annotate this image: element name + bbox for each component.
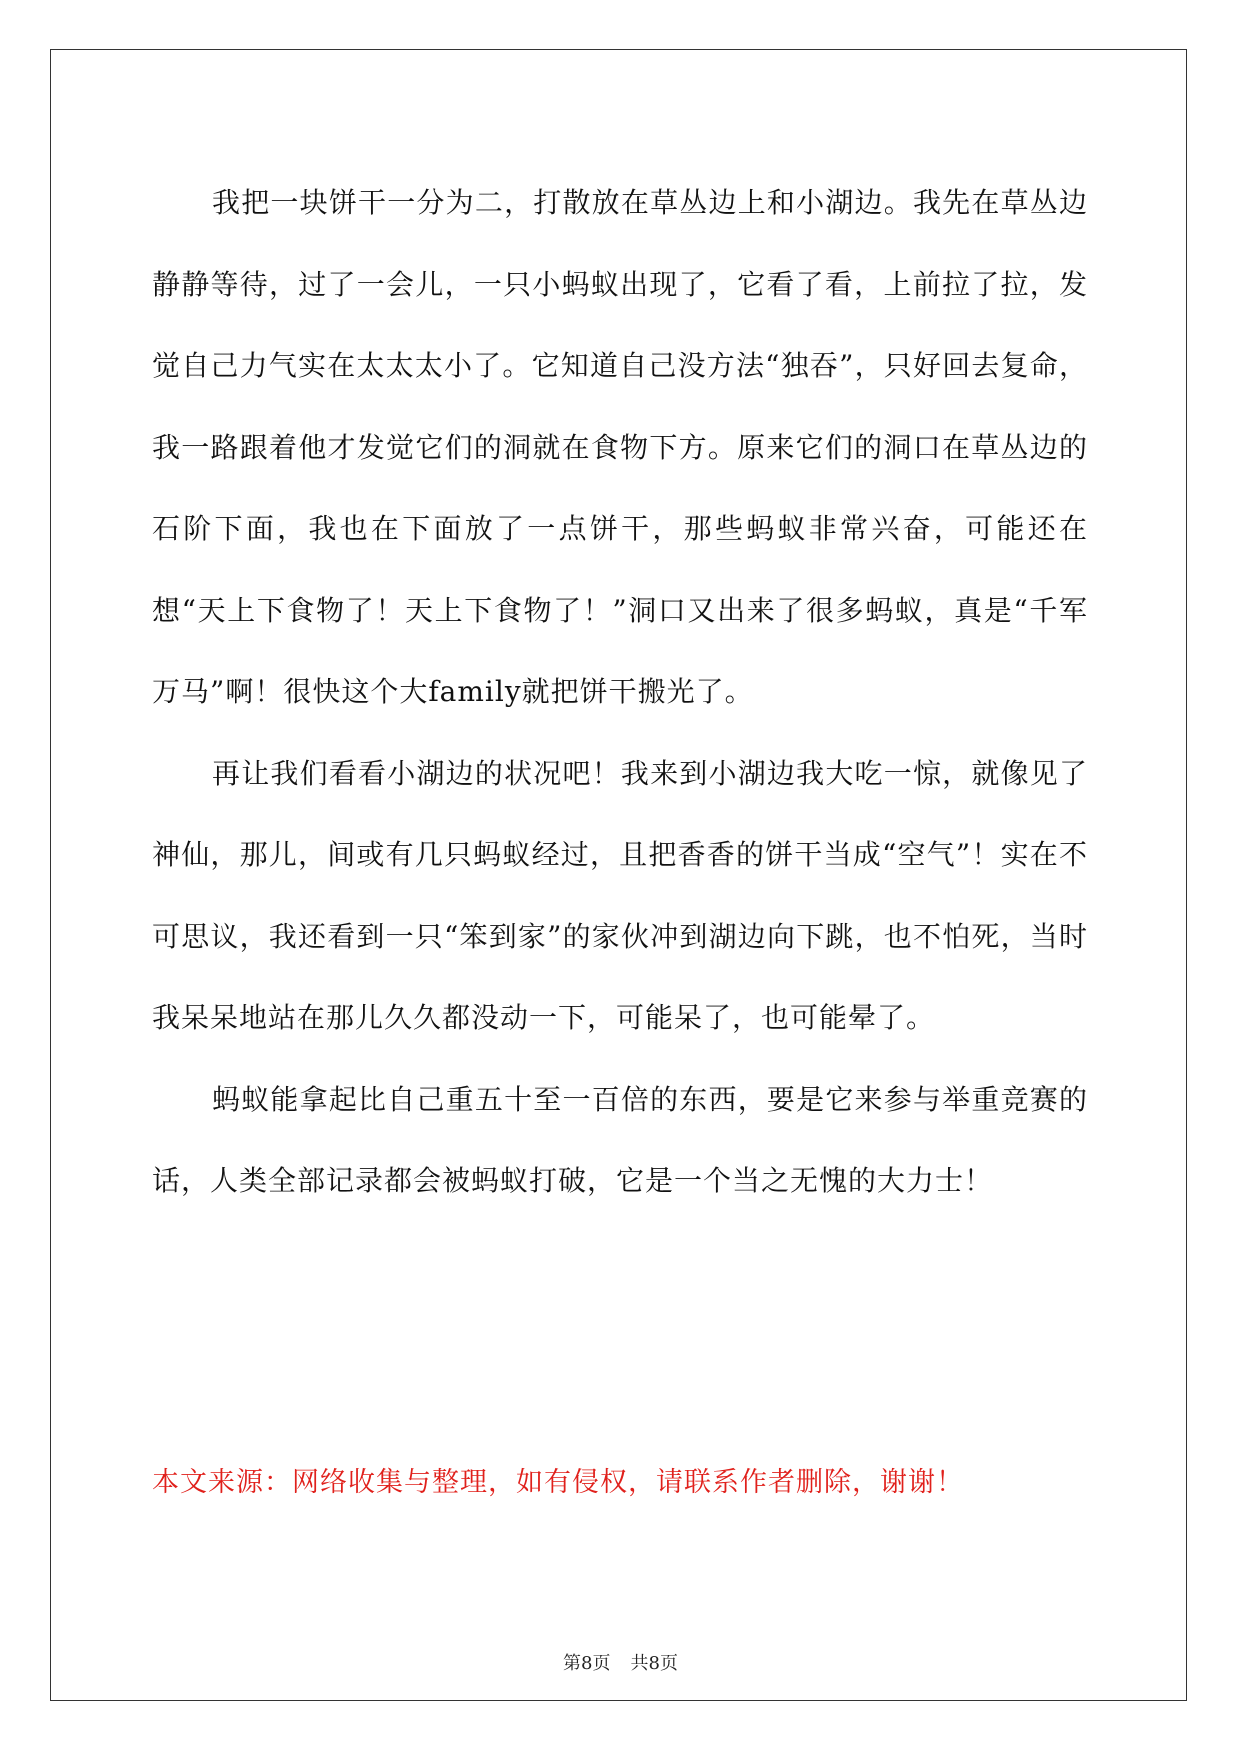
total-pages-label: 共8页	[630, 1653, 678, 1674]
page-footer	[0, 1652, 1241, 1676]
paragraph-1: 我把一块饼干一分为二，打散放在草丛边上和小湖边。我先在草丛边静静等待，过了一会儿，一只小蚂蚁出现了，它看了看，上前拉了拉，发觉自己力气实在太太太小了。它知道自己没方法“独吞”，只好回去复命，我一路跟着他才发觉它们的洞就在食物下方。原来它们的洞口在草丛边的石阶下面，我也在下面放了一点饼干，那些蚂蚁非常兴奋，可能还在想“天上下食物了！天上下食物了！”洞口又出来了很多蚂蚁，真是“千军万马”啊！很快这个大family就把饼干搬光了。	[152, 186, 1088, 708]
source-note: 本文来源：网络收集与整理，如有侵权，请联系作者删除，谢谢！	[152, 1467, 964, 1498]
paragraph-2: 再让我们看看小湖边的状况吧！我来到小湖边我大吃一惊，就像见了神仙，那儿，间或有几只蚂蚁经过，且把香香的饼干当成“空气”！实在不可思议，我还看到一只“笨到家”的家伙冲到湖边向下跳，也不怕死，当时我呆呆地站在那儿久久都没动一下，可能呆了，也可能晕了。	[152, 756, 1088, 1034]
current-page-label: 第8页	[563, 1653, 611, 1674]
paragraph-3: 蚂蚁能拿起比自己重五十至一百倍的东西，要是它来参与举重竞赛的话，人类全部记录都会被蚂蚁打破，它是一个当之无愧的大力士！	[152, 1082, 1088, 1197]
document-body	[152, 162, 1088, 1222]
